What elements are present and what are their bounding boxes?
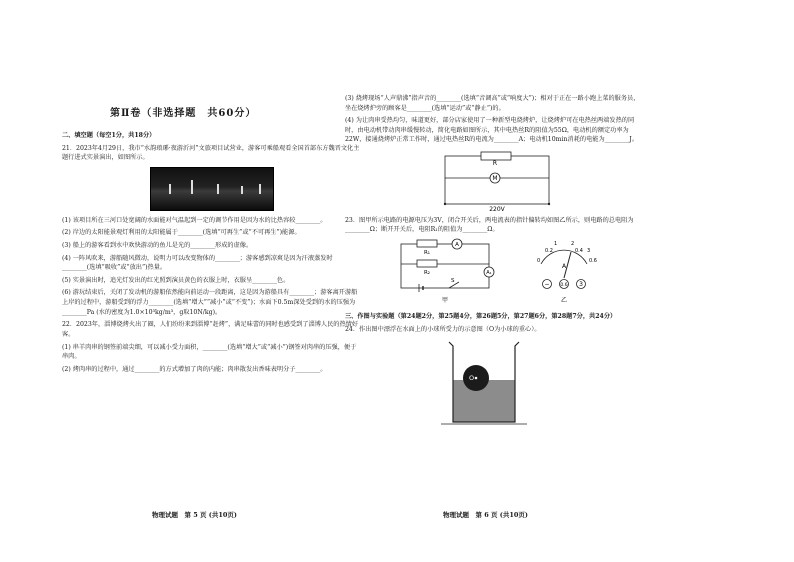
q22-item-1: (1) 串羊肉串的钢签前端尖细，可以减小受力面积，________(选填“增大”或“减小”)钢签对肉串的压强，便于串肉。 <box>62 343 357 361</box>
terminal-minus: − <box>544 280 550 288</box>
q21-item-2: (2) 岸边的太阳能景观灯利用的太阳能属于________(选填“可再生”或“不可再生”)能源。 <box>62 229 301 237</box>
resistor-label: R <box>492 160 498 168</box>
q21-item-4: (4) 一阵风吹来，游船随风微动，说明力可以改变物体的________；游客感到凉爽是因为汗液蒸发时________(选填“吸收”或“放出”)热量。 <box>62 254 333 272</box>
tick-0-2: 0.2 <box>545 247 553 254</box>
q22-item-3: (3) 烧烤现场“人声鼎沸”指声音的________(选填“音调高”或“响度大”)；相对于正在一路小跑上菜的服务员，坐在烧烤炉旁的顾客是________(选填“运动”或“静止”)的。 <box>345 95 640 112</box>
circuit-diagram-heater <box>345 148 643 212</box>
voltage-label: 220V <box>489 206 505 213</box>
q23-text: 23．图甲所示电路的电源电压为3V，闭合开关后，两电流表的指针偏转均如图乙所示，则电路的总电阻为________Ω；断开开关后，电阻R₁的阻值为________Ω。 <box>345 216 634 234</box>
circuit-and-meter-figure <box>345 238 643 306</box>
q22-item-2: (2) 烤肉串的过程中，通过________的方式增加了肉的内能；肉串散发出香味表明分子________。 <box>62 365 327 373</box>
terminal-0-6: 0.6 <box>560 282 568 288</box>
switch-label: S <box>451 277 455 284</box>
tick-0-6: 0.6 <box>589 257 597 264</box>
q22-intro: 22．2023年，淄博烧烤火出了圈，人们纷纷来到淄博“赶烤”，满足味蕾的同时也感受到了淄博人民的热情好客。 <box>62 321 359 338</box>
resistor-r <box>481 152 511 160</box>
r1-label: R₁ <box>423 249 431 256</box>
ammeter-dial <box>537 241 597 304</box>
tick-0-4: 0.4 <box>575 247 583 254</box>
beaker-figure <box>345 338 643 428</box>
figure-yi-label: 乙 <box>560 296 568 304</box>
tick-3: 3 <box>587 247 591 254</box>
resistor-r2 <box>417 260 437 267</box>
q21-item-1: (1) 该项目所在三河口处宽阔的水面能对气温起到一定的调节作用是因为水的比热容较________。 <box>62 216 327 224</box>
terminal-3: 3 <box>579 280 583 288</box>
q21-item-3: (3) 船上的游客看到水中欢快游动的鱼儿是光的________形成的虚像。 <box>62 242 253 250</box>
meter-unit: A <box>561 262 567 270</box>
ball-center-label: O <box>469 373 475 382</box>
page-footer-left: 物理试题 第 5 页 (共10页) <box>152 511 238 519</box>
page-footer-right: 物理试题 第 6 页 (共10页) <box>443 511 529 519</box>
q24-text: 24．作出图中漂浮在水面上的小球所受力的示意图（O为小球的重心）。 <box>345 326 541 334</box>
night-river-photo <box>150 167 274 211</box>
section-fill-in-heading: 二、填空题（每空1分，共18分） <box>62 132 156 139</box>
ammeter-a-label: A <box>455 241 459 248</box>
q21-item-5: (5) 实景演出时，追光灯发出的红光照到演员黄色的衣服上时，衣服呈________色。 <box>62 276 290 284</box>
tick-1: 1 <box>554 240 558 247</box>
right-column <box>345 94 643 431</box>
q22-item-4: (4) 为让肉串受热均匀，味道更好，部分店家使用了一种新型电烧烤炉，让烧烤炉可在电热丝两端发热的同时，由电动机带动肉串缓慢转动，简化电路如图所示，其中电热丝R的阻值为55Ω，电动机的额定功率为22W，接通烧烤炉正常工作时，通过电热丝R的电流为________A；电动机10min消耗的电能为________J。 <box>345 117 639 144</box>
q21-item-6: (6) 游玩结束后，关闭了发动机的游船依然能向前运动一段距离，这是因为游船具有________；游客离开游船上岸的过程中，游船受到的浮力________(选填“增大”“减小”或“不变”)；水面下0.5m深处受到的水的压强为________Pa (水的密度为1.0×10³kg/m³，g取10N/kg)。 <box>62 289 358 316</box>
tick-0: 0 <box>537 257 541 264</box>
circuit-diagram-jia <box>401 239 494 304</box>
tick-2: 2 <box>571 240 575 247</box>
resistor-r1 <box>417 240 437 247</box>
left-column <box>62 128 362 377</box>
motor-label: M <box>492 175 498 183</box>
q21-intro: 21．2023年4月29日，我市“水韵琅琊·夜游沂河”文旅项目试营业，游客可乘船观看全国首部东方魏晋文化主题行进式实景演出，如图所示。 <box>62 144 360 162</box>
figure-jia-label: 甲 <box>441 296 449 304</box>
section-experiment-heading: 三、作图与实验题（第24题2分，第25题4分，第26题5分，第27题6分，第28题7分，共24分） <box>345 313 617 321</box>
page-title: 第Ⅱ卷（非选择题 共60分） <box>110 108 257 119</box>
r2-label: R₂ <box>423 269 431 276</box>
right-page <box>345 0 794 562</box>
ammeter-a1-label: A₁ <box>486 269 492 276</box>
